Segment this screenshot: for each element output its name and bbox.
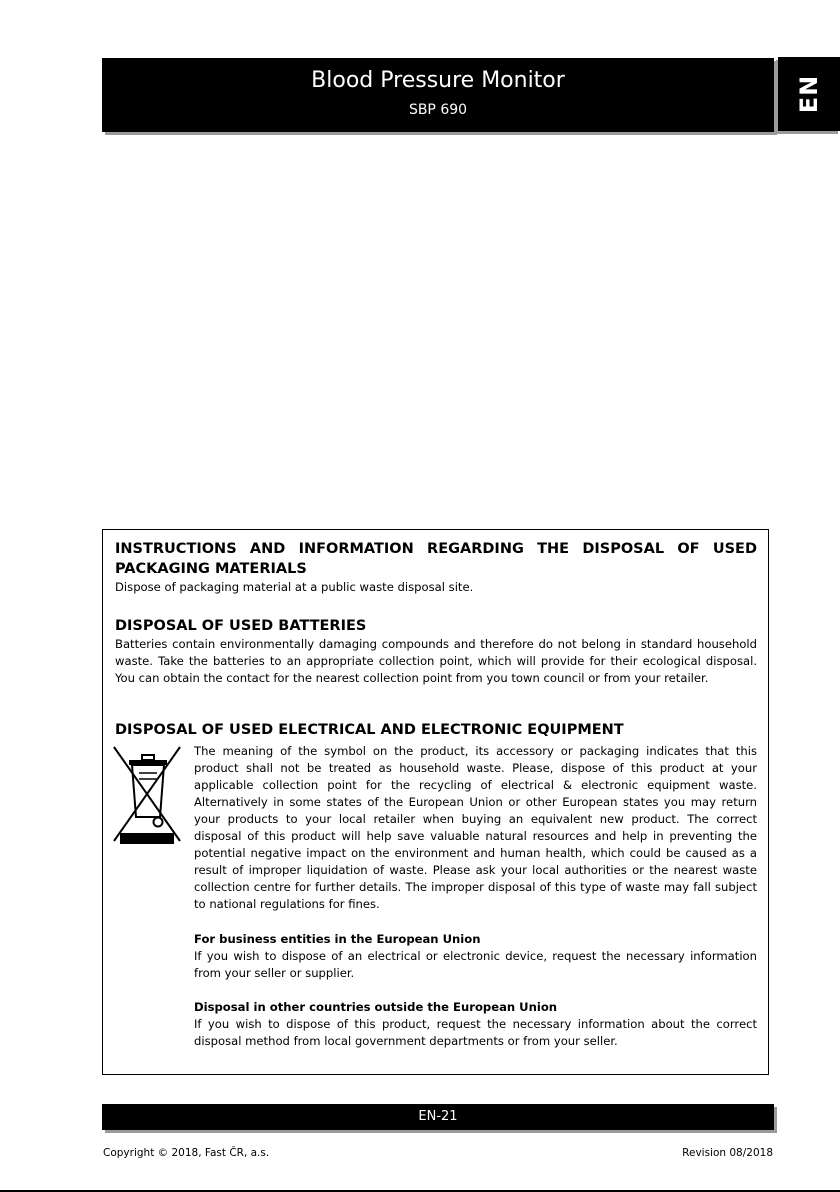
language-tab (778, 57, 840, 131)
weee-section (115, 720, 757, 740)
weee-text: The meaning of the symbol on the product, its accessory or packaging indicates that this product shall not be treated as household waste. Please, dispose of this product at your applicable collection point for the recycling of electrical & electronic equipment waste. Alternatively in some states of the European Union or other European states you may return your products to your local retailer when buying an equivalent new product. The correct disposal of this product will help save valuable natural resources and help in preventing the potential negative impact on the environment and human health, which could be caused as a result of improper liquidation of waste. Please ask your local authorities or the nearest waste collection centre for further details. The improper disposal of this type of waste may fall subject to national regulations for fines. (194, 744, 757, 911)
weee-heading: DISPOSAL OF USED ELECTRICAL AND ELECTRONIC EQUIPMENT (115, 722, 624, 738)
business-text: If you wish to dispose of an electrical or electronic device, request the necessary information from your seller or supplier. (194, 949, 757, 980)
packaging-section (115, 539, 757, 596)
disposal-information-box (102, 529, 769, 1075)
batteries-section (115, 616, 757, 687)
page-number-bar (102, 1104, 774, 1130)
weee-body (194, 743, 757, 1050)
packaging-text: Dispose of packaging material at a public waste disposal site. (115, 580, 474, 594)
outside-eu-text: If you wish to dispose of this product, request the necessary information about the correct disposal method from local government departments or from your seller. (194, 1017, 757, 1048)
crossed-out-wheelie-bin-icon (112, 745, 182, 845)
revision-label: Revision 08/2018 (682, 1147, 773, 1159)
document-title: Blood Pressure Monitor (311, 68, 565, 93)
packaging-heading: INSTRUCTIONS AND INFORMATION REGARDING THE DISPOSAL OF USED PACKAGING MATERIALS (115, 541, 757, 577)
model-number: SBP 690 (408, 102, 468, 118)
business-heading: For business entities in the European Union (194, 932, 481, 946)
language-label: EN (795, 74, 823, 114)
outside-eu-heading: Disposal in other countries outside the European Union (194, 1000, 558, 1014)
batteries-text: Batteries contain environmentally damaging compounds and therefore do not belong in standard household waste. Take the batteries to an appropriate collection point, which will provide for their ecological disposal. You can obtain the contact for the nearest collection point from you town council or from your retailer. (115, 637, 757, 685)
page-number: EN-21 (418, 1109, 458, 1124)
header-bar (102, 58, 774, 132)
copyright-notice: Copyright © 2018, Fast ČR, a.s. (103, 1147, 270, 1159)
batteries-heading: DISPOSAL OF USED BATTERIES (115, 618, 367, 634)
